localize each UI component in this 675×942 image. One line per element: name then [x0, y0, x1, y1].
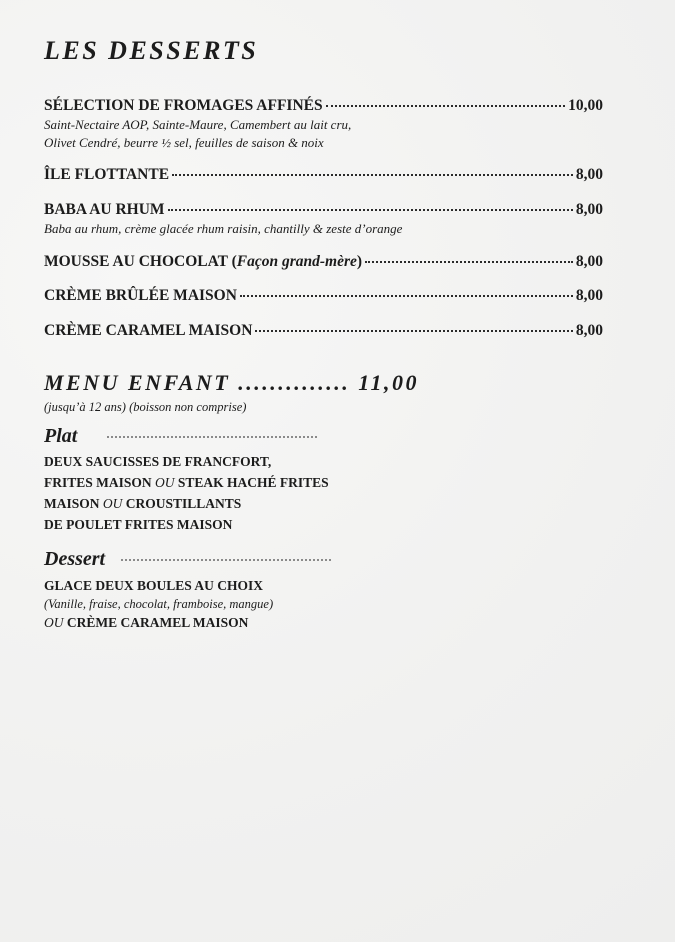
kids-menu-note: (jusqu’à 12 ans) (boisson non comprise): [44, 400, 247, 414]
item-description: [44, 116, 603, 152]
dessert-line: OU CRÈME CARAMEL MAISON: [44, 615, 249, 630]
dot-leader: [365, 261, 573, 263]
item-name: ÎLE FLOTTANTE: [44, 166, 170, 183]
dessert-line: GLACE DEUX BOULES AU CHOIX: [44, 578, 264, 593]
item-price: 8,00: [575, 322, 603, 339]
kids-menu-title: MENU ENFANT .............. 11,00: [44, 370, 420, 395]
item-description: [44, 220, 603, 238]
desserts-title: LES DESSERTS: [44, 36, 259, 65]
description-line: Baba au rhum, crème glacée rhum raisin, chantilly & zeste d’orange: [44, 221, 403, 236]
dot-leader: [172, 174, 573, 176]
item-price: 8,00: [575, 253, 603, 270]
dessert-description: [44, 575, 273, 633]
dessert-label: Dessert: [44, 548, 106, 570]
dot-leader: [326, 105, 566, 107]
item-name: SÉLECTION DE FROMAGES AFFINÉS: [44, 97, 323, 114]
menu-item-mousse-chocolat: [44, 253, 603, 271]
description-line: Olivet Cendré, beurre ½ sel, feuilles de saison & noix: [44, 135, 324, 150]
item-price: 8,00: [575, 287, 603, 304]
menu-item-ile-flottante: [44, 166, 603, 184]
dot-leader: [168, 209, 573, 211]
item-price: 8,00: [575, 166, 603, 183]
dessert-note: (Vanille, fraise, chocolat, framboise, mangue): [44, 597, 274, 611]
plat-line: MAISON OU CROUSTILLANTS: [44, 496, 242, 511]
menu-item-creme-brulee: [44, 287, 603, 305]
item-name: CRÈME CARAMEL MAISON: [44, 322, 253, 339]
description-line: Saint-Nectaire AOP, Sainte-Maure, Camembert au lait cru,: [44, 117, 352, 132]
dot-leader: [107, 436, 317, 438]
item-name: BABA AU RHUM: [44, 201, 165, 218]
dot-leader: [255, 330, 572, 332]
plat-label: Plat: [44, 425, 78, 447]
dessert-heading: [44, 548, 331, 571]
menu-item-creme-caramel: [44, 322, 603, 340]
plat-line: DE POULET FRITES MAISON: [44, 517, 233, 532]
plat-line: DEUX SAUCISSES DE FRANCFORT,: [44, 454, 272, 469]
dot-leader: [121, 559, 331, 561]
item-name: MOUSSE AU CHOCOLAT (Façon grand-mère): [44, 253, 363, 270]
dot-leader: [240, 295, 573, 297]
item-price: 8,00: [575, 201, 603, 218]
plat-description: [44, 451, 329, 535]
plat-line: FRITES MAISON OU STEAK HACHÉ FRITES: [44, 475, 329, 490]
menu-item-baba-au-rhum: [44, 201, 603, 238]
plat-heading: [44, 425, 317, 448]
item-price: 10,00: [568, 97, 603, 114]
menu-item-fromages: [44, 97, 603, 152]
item-name: CRÈME BRÛLÉE MAISON: [44, 287, 237, 304]
